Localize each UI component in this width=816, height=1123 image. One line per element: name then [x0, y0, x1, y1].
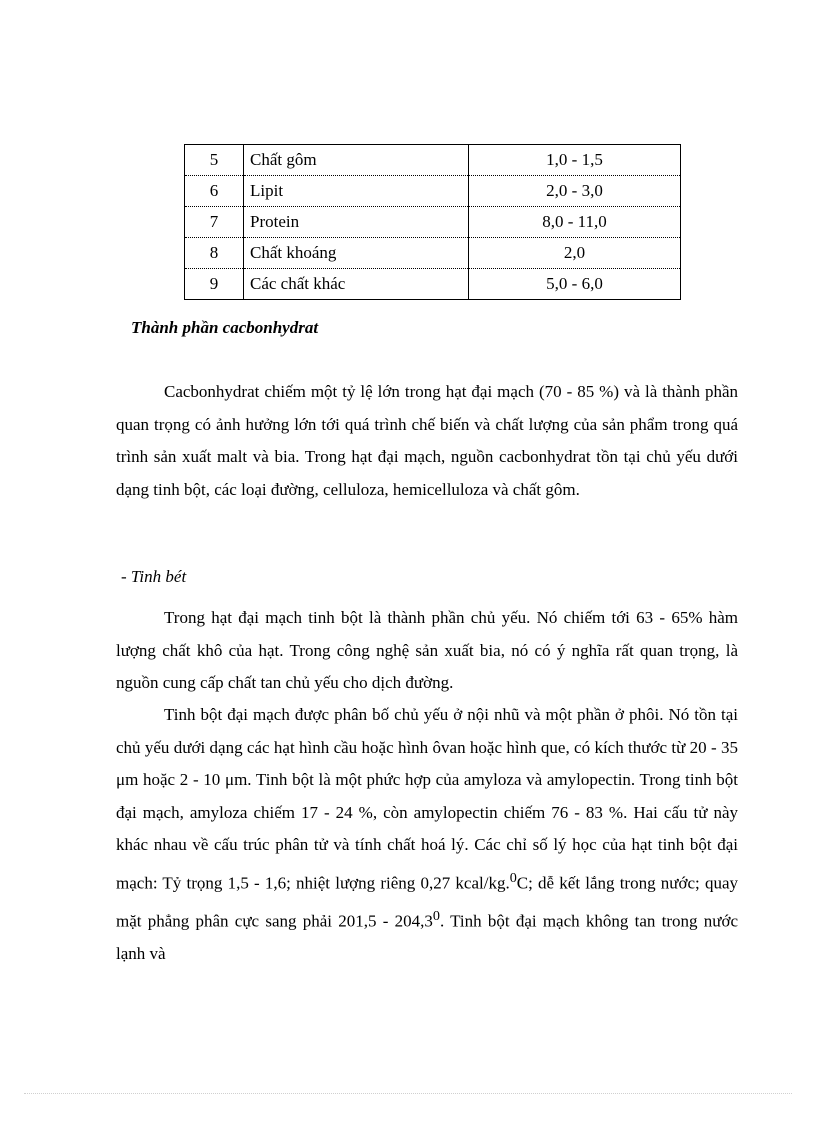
starch-text-part-1: Tinh bột đại mạch được phân bố chủ yếu ở nội nhũ và một phần ở phôi. Nó tồn tại chủ yếu dưới dạng các hạt hình cầu hoặc hình ôvan hoặc hình que, có kích thước từ 20 - 35 μm hoặc 2 - 10 μm. Tinh bột là một phức hợp của amyloza và amylopectin. Trong tinh bột đại mạch, amyloza chiếm 17 - 24 %, còn amylopectin chiếm 76 - 83 %. Hai cấu tử này khác nhau về cấu trúc phân tử và tính chất hoá lý. Các chỉ số lý học của hạt tinh bột đại mạch: Tỷ trọng 1,5 - 1,6; nhiệt lượng riêng 0,27 kcal/kg. [116, 705, 738, 893]
intro-paragraph: Cacbonhydrat chiếm một tỷ lệ lớn trong hạt đại mạch (70 - 85 %) và là thành phần quan trọng có ảnh hưởng lớn tới quá trình chế biến và chất lượng của sản phẩm trong quá trình sản xuất malt và bia. Trong hạt đại mạch, nguồn cacbonhydrat tồn tại chủ yếu dưới dạng tinh bột, các loại đường, celluloza, hemicelluloza và chất gôm. [116, 382, 738, 499]
table-row [185, 145, 681, 176]
row-number: 7 [185, 207, 244, 238]
degree-superscript: 0 [432, 907, 440, 924]
table-row [185, 176, 681, 207]
page-bottom-rule [24, 1093, 792, 1094]
starch-paragraph-1: Trong hạt đại mạch tinh bột là thành phần chủ yếu. Nó chiếm tới 63 - 65% hàm lượng chất khô của hạt. Trong công nghệ sản xuất bia, nó có ý nghĩa rất quan trọng, là nguồn cung cấp chất tan chủ yếu cho dịch đường. [116, 608, 738, 692]
component-name: Lipit [244, 176, 469, 207]
component-value: 1,0 - 1,5 [469, 145, 681, 176]
component-name: Chất gôm [244, 145, 469, 176]
row-number: 5 [185, 145, 244, 176]
starch-subheading: - Tinh bét [121, 567, 187, 586]
starch-text-part-2: C; dễ kết lắng trong nước; quay mặt phẳng phân cực sang phải 201,5 - 204,3 [116, 873, 738, 931]
component-name: Protein [244, 207, 469, 238]
component-name: Các chất khác [244, 269, 469, 300]
row-number: 8 [185, 238, 244, 269]
component-name: Chất khoáng [244, 238, 469, 269]
section-heading: Thành phần cacbonhydrat [131, 318, 319, 337]
row-number: 6 [185, 176, 244, 207]
degree-superscript: 0 [509, 869, 517, 886]
component-value: 8,0 - 11,0 [469, 207, 681, 238]
table-row [185, 269, 681, 300]
table-row [185, 238, 681, 269]
starch-paragraph-2 [116, 699, 738, 970]
component-value: 2,0 - 3,0 [469, 176, 681, 207]
table-row [185, 207, 681, 238]
composition-table [184, 144, 681, 300]
component-value: 5,0 - 6,0 [469, 269, 681, 300]
row-number: 9 [185, 269, 244, 300]
starch-text-part-3: . Tinh bột đại mạch không tan trong nước lạnh và [116, 911, 738, 963]
component-value: 2,0 [469, 238, 681, 269]
